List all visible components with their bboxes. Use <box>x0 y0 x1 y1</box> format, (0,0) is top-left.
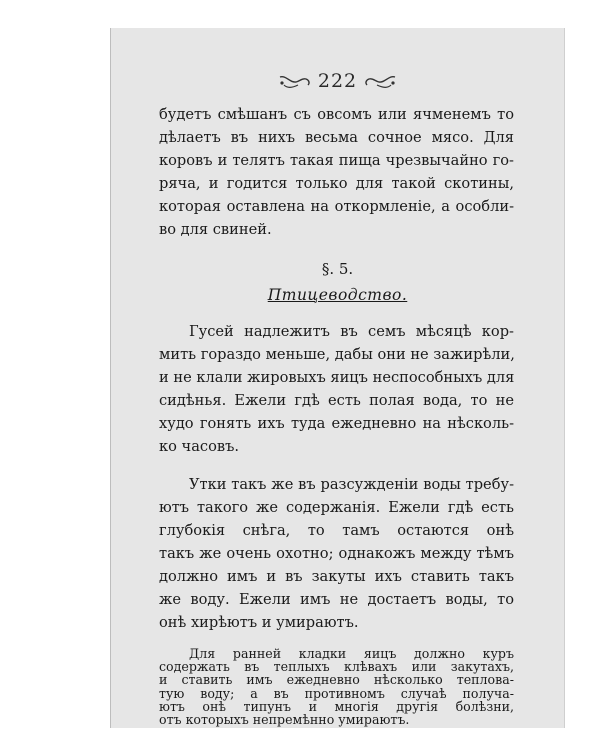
text-line: тую воду; а въ противномъ случаѣ получа- <box>159 685 514 701</box>
section-title: Птицеводство. <box>267 286 408 304</box>
text-line: отъ которыхъ непремѣнно умираютъ. <box>159 712 410 727</box>
text-line: ко часовъ. <box>159 438 239 455</box>
text-line: глубокія снѣга, то тамъ остаются онѣ <box>159 522 514 539</box>
text-line: же воду. Ежели имъ не достаетъ воды, то <box>159 591 514 608</box>
text-line: ютъ онѣ типунъ и многія другія болѣзни, <box>159 698 514 714</box>
text-line: онѣ хирѣютъ и умираютъ. <box>159 614 359 631</box>
page-header <box>111 70 564 92</box>
text-line: Утки такъ же въ разсужденіи воды требу- <box>189 476 514 493</box>
text-line: во для свиней. <box>159 221 272 238</box>
text-line: мить гораздо меньше, дабы они не зажирѣли, <box>159 346 515 363</box>
text-line: рячa, и годится только для такой скотины, <box>159 175 514 192</box>
text-line: должно имъ и въ закуты ихъ ставить такъ <box>159 568 514 585</box>
text-line: содержать въ теплыхъ клѣвахъ или закутахъ, <box>159 659 514 675</box>
right-ornament-icon <box>363 73 397 91</box>
left-ornament-icon <box>278 73 312 91</box>
text-line: коровъ и телятъ такая пища чрезвычайно го- <box>159 152 514 169</box>
text-line: и ставить имъ ежедневно нѣсколько теплова- <box>159 672 514 688</box>
section-number: §. 5. <box>321 260 354 278</box>
text-line: будетъ смѣшанъ съ овсомъ или ячменемъ то <box>159 106 514 123</box>
book-page <box>110 28 565 728</box>
page-number: 222 <box>317 70 358 92</box>
text-line: такъ же очень охотно; однакожъ между тѣмъ <box>159 545 514 562</box>
text-line: худо гонять ихъ туда ежедневно на нѣсколь- <box>159 415 514 432</box>
text-line: и не клали жировыхъ яицъ неспособныхъ для <box>159 369 515 386</box>
text-line: ютъ такого же содержанія. Ежели гдѣ есть <box>159 499 514 516</box>
text-line: которая оставлена на откормленіе, а особли- <box>159 198 514 215</box>
text-line: дѣлаетъ въ нихъ весьма сочное мясо. Для <box>159 129 514 146</box>
text-line: сидѣнья. Ежели гдѣ есть полая вода, то не <box>159 392 514 409</box>
text-line: Гусей надлежитъ въ семъ мѣсяцѣ кор- <box>189 323 514 340</box>
text-line: Для ранней кладки яицъ должно куръ <box>189 646 514 661</box>
